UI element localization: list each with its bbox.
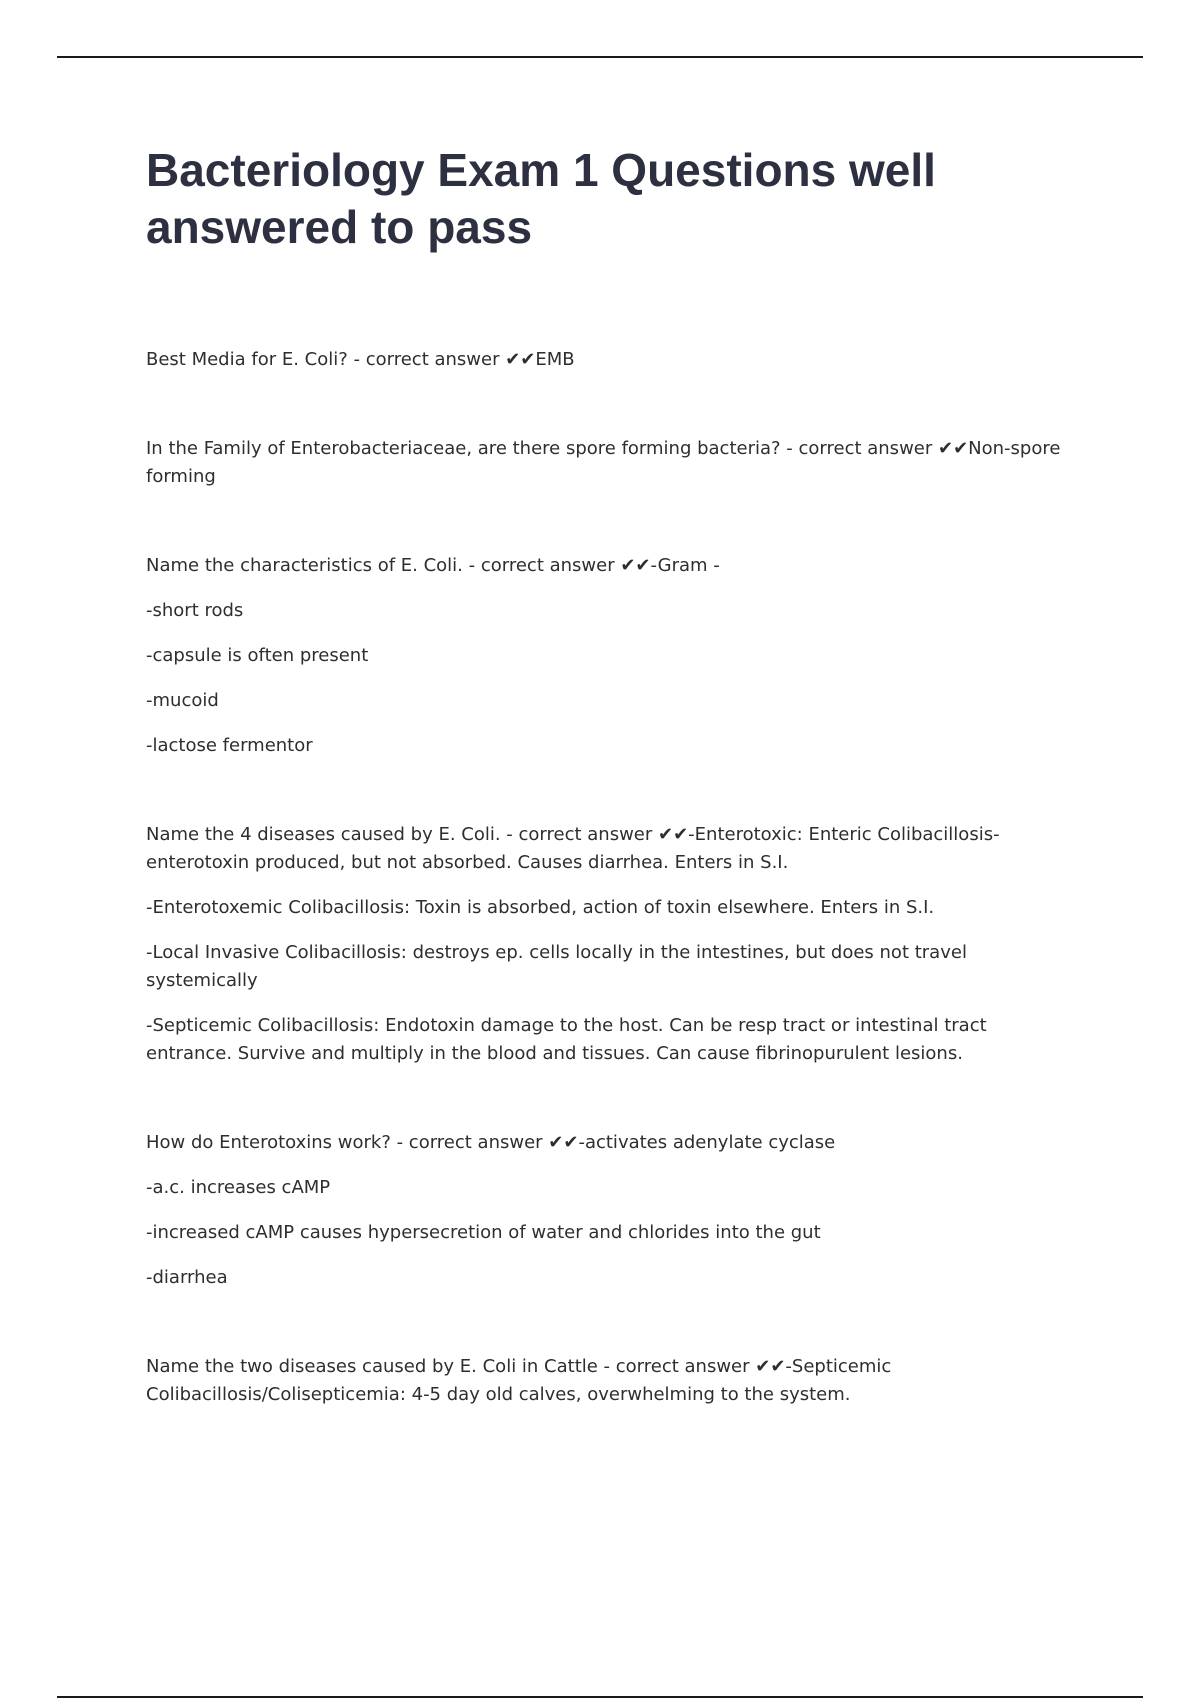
qa-text: -mucoid bbox=[146, 690, 219, 711]
qa-text: -diarrhea bbox=[146, 1267, 228, 1288]
qa-text: -lactose fermentor bbox=[146, 735, 313, 756]
qa-text: -short rods bbox=[146, 600, 244, 621]
qa-item-spore-forming bbox=[146, 435, 1076, 491]
qa-text: Best Media for E. Coli? - correct answer ✔✔EMB bbox=[146, 349, 575, 370]
qa-item-enterotoxins bbox=[146, 1129, 1076, 1292]
qa-list bbox=[146, 346, 1076, 1409]
qa-item-cattle bbox=[146, 1353, 1076, 1409]
qa-item-diseases bbox=[146, 821, 1076, 1068]
bottom-rule bbox=[57, 1696, 1143, 1698]
qa-text: In the Family of Enterobacteriaceae, are there spore forming bacteria? - correct answer ✔✔Non-spore forming bbox=[146, 438, 1061, 487]
qa-text: -a.c. increases cAMP bbox=[146, 1177, 331, 1198]
qa-text: How do Enterotoxins work? - correct answer ✔✔-activates adenylate cyclase bbox=[146, 1132, 836, 1153]
qa-text: Name the characteristics of E. Coli. - correct answer ✔✔-Gram - bbox=[146, 555, 720, 576]
qa-item-characteristics bbox=[146, 552, 1076, 760]
qa-text: -Septicemic Colibacillosis: Endotoxin damage to the host. Can be resp tract or intestinal tract entrance. Survive and multiply in the blood and tissues. Can cause fibrinopurulent lesions. bbox=[146, 1015, 987, 1064]
qa-text: -Local Invasive Colibacillosis: destroys ep. cells locally in the intestines, but does not travel systemically bbox=[146, 942, 967, 991]
qa-text: -Enterotoxemic Colibacillosis: Toxin is absorbed, action of toxin elsewhere. Enters in S.I. bbox=[146, 897, 935, 918]
qa-text: -capsule is often present bbox=[146, 645, 369, 666]
document-title: Bacteriology Exam 1 Questions well answered to pass bbox=[146, 144, 936, 253]
qa-text: -increased cAMP causes hypersecretion of water and chlorides into the gut bbox=[146, 1222, 821, 1243]
qa-text: Name the two diseases caused by E. Coli in Cattle - correct answer ✔✔-Septicemic Colibacillosis/Colisepticemia: 4-5 day old calves, overwhelming to the system. bbox=[146, 1356, 892, 1405]
qa-text: Name the 4 diseases caused by E. Coli. - correct answer ✔✔-Enterotoxic: Enteric Colibacillosis- enterotoxin produced, but not absorbed. Causes diarrhea. Enters in S.I. bbox=[146, 824, 1000, 873]
top-rule bbox=[57, 56, 1143, 58]
qa-item-media bbox=[146, 346, 1076, 374]
